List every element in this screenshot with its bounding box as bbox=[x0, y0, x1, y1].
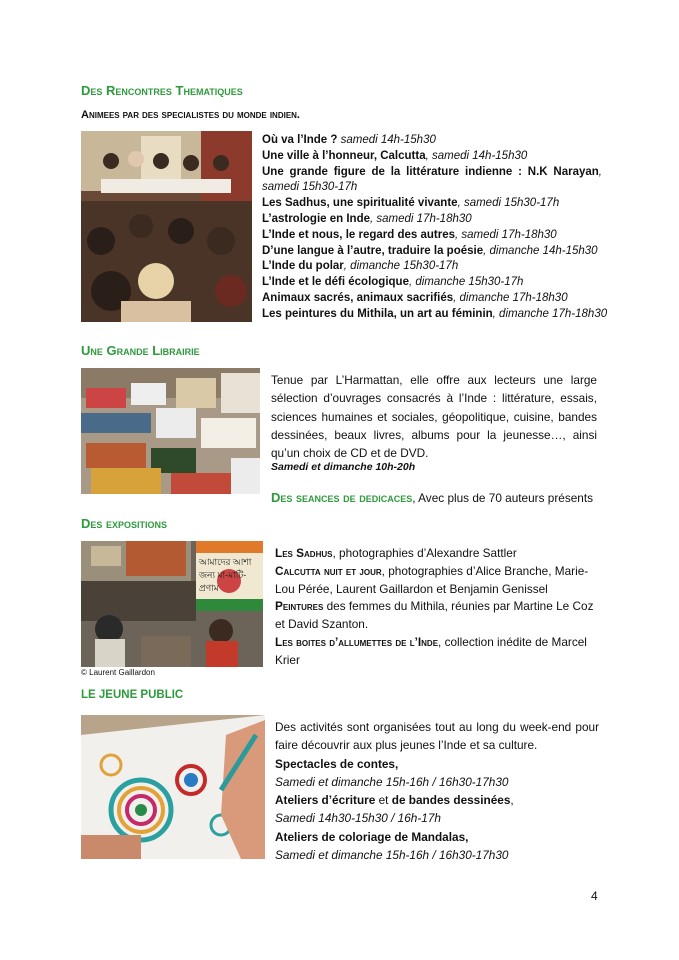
activity-ateliers-time: Samedi 14h30-15h30 / 16h-17h bbox=[275, 811, 441, 826]
section-title-jeune-public: LE JEUNE PUBLIC bbox=[81, 689, 184, 701]
exposition-item bbox=[275, 545, 595, 563]
talk-title: L’Inde et nous, le regard des autres bbox=[262, 228, 456, 241]
talk-item bbox=[262, 259, 602, 275]
bookstore-photo bbox=[81, 368, 260, 494]
talk-time: , samedi 17h-18h30 bbox=[455, 228, 557, 241]
talk-title: L’Inde du polar bbox=[262, 260, 344, 273]
talk-time: , dimanche 14h-15h30 bbox=[483, 244, 598, 257]
page-number: 4 bbox=[591, 889, 598, 903]
talk-title: Les peintures du Mithila, un art au féminin bbox=[262, 307, 493, 320]
talk-item bbox=[262, 291, 602, 307]
talk-title: L’astrologie en Inde bbox=[262, 212, 370, 225]
talk-item bbox=[262, 228, 602, 244]
exposition-name: Calcutta nuit et jour bbox=[275, 563, 382, 578]
talk-title: Animaux sacrés, animaux sacrifiés bbox=[262, 291, 454, 304]
exposition-item bbox=[275, 598, 595, 634]
dedicaces-text: , Avec plus de 70 auteurs présents bbox=[412, 491, 594, 505]
talk-title: Une ville à l’honneur, Calcutta bbox=[262, 149, 426, 162]
activity-bd: de bandes dessinées bbox=[391, 793, 511, 808]
exposition-desc: , collection inédite de Marcel Krier bbox=[275, 634, 587, 667]
talk-time: , dimanche 17h-18h30 bbox=[453, 291, 568, 304]
talk-time: , samedi 17h-18h30 bbox=[370, 212, 472, 225]
activity-ateliers bbox=[275, 791, 599, 809]
exposition-name: Les Sadhus bbox=[275, 546, 333, 560]
talk-title: D’une langue à l’autre, traduire la poésie bbox=[262, 244, 484, 257]
talk-item bbox=[262, 133, 602, 149]
librairie-description: Tenue par L’Harmattan, elle offre aux lecteurs une large sélection d’ouvrages consacrés à l’Inde : littérature, essais, sciences humaines et sociales, géopolitique, cuisine, bandes dessinées, beaux livres, albums pour la jeunesse…, ainsi qu’un choix de CD et de DVD. bbox=[271, 373, 597, 461]
talk-title: L’Inde et le défi écologique bbox=[262, 276, 409, 289]
exposition-name: Peintures bbox=[275, 599, 324, 614]
exposition-name: Les boites d’allumettes de l’Inde bbox=[275, 634, 439, 649]
expositions-list bbox=[275, 545, 595, 670]
exposition-item bbox=[275, 563, 595, 599]
talk-title: Une grande figure de la littérature indienne : N.K Narayan bbox=[262, 165, 599, 178]
activity-comma: , bbox=[510, 793, 514, 808]
exposition-desc: , photographies d’Alexandre Sattler bbox=[332, 546, 517, 560]
activity-mandalas-time: Samedi et dimanche 15h-16h / 16h30-17h30 bbox=[275, 848, 509, 863]
section-title-librairie: Une Grande Librairie bbox=[81, 343, 200, 358]
talk-item bbox=[262, 275, 602, 291]
activity-mandalas: Ateliers de coloriage de Mandalas, bbox=[275, 829, 469, 844]
talk-time: , samedi 15h30-17h bbox=[262, 165, 602, 194]
dedicaces-title: Des seances de dedicaces bbox=[271, 490, 413, 505]
section-subtitle-rencontres: Animees par des specialistes du monde indien. bbox=[81, 109, 300, 121]
mandala-coloring-photo bbox=[81, 715, 265, 859]
exposition-item bbox=[275, 634, 595, 670]
jeune-public-intro: Des activités sont organisées tout au long du week-end pour faire découvrir aux plus jeunes l’Inde et sa culture. bbox=[275, 720, 599, 753]
bengali-sign-text-2: জন্য মা-মাটি- bbox=[199, 570, 247, 580]
talk-item bbox=[262, 196, 602, 212]
talk-item bbox=[262, 307, 608, 323]
talk-title: Où va l’Inde ? bbox=[262, 134, 338, 146]
talk-item bbox=[262, 244, 602, 260]
exposition-desc: des femmes du Mithila, réunies par Martine Le Coz et David Szanton. bbox=[275, 599, 594, 632]
photo-credit: © Laurent Gaillardon bbox=[81, 668, 155, 677]
talks-list bbox=[262, 133, 608, 323]
talk-time: , dimanche 17h-18h30 bbox=[492, 307, 608, 320]
section-title-rencontres: Des Rencontres Thematiques bbox=[81, 83, 243, 98]
talk-time: , dimanche 15h30-17h bbox=[408, 276, 524, 289]
activity-contes-time: Samedi et dimanche 15h-16h / 16h30-17h30 bbox=[275, 774, 509, 789]
exposition-desc: , photographies d’Alice Branche, Marie-Lou Pérée, Laurent Gaillardon et Benjamin Genissel bbox=[275, 563, 589, 596]
talk-time: , samedi 15h30-17h bbox=[457, 197, 560, 210]
librairie-hours: Samedi et dimanche 10h-20h bbox=[271, 461, 416, 473]
talk-item bbox=[262, 165, 602, 197]
talk-item bbox=[262, 149, 602, 165]
talk-title: Les Sadhus, une spiritualité vivante bbox=[262, 197, 458, 210]
activity-contes: Spectacles de contes, bbox=[275, 756, 399, 771]
calcutta-street-photo bbox=[81, 541, 263, 667]
talk-item bbox=[262, 212, 602, 228]
activity-connector: et bbox=[375, 793, 392, 808]
jeune-public-content bbox=[275, 718, 599, 864]
section-title-expositions: Des expositions bbox=[81, 516, 168, 531]
talk-time: samedi 14h-15h30 bbox=[337, 134, 436, 146]
bengali-sign-text-3: প্রণাম bbox=[199, 583, 219, 593]
dedicaces-line bbox=[271, 490, 593, 505]
activity-ecriture: Ateliers d’écriture bbox=[275, 793, 376, 808]
talk-time: , samedi 14h-15h30 bbox=[425, 149, 528, 162]
talk-time: , dimanche 15h30-17h bbox=[343, 260, 459, 273]
conference-photo bbox=[81, 131, 252, 322]
bengali-sign-text-1: আমাদের আশা bbox=[199, 557, 252, 567]
